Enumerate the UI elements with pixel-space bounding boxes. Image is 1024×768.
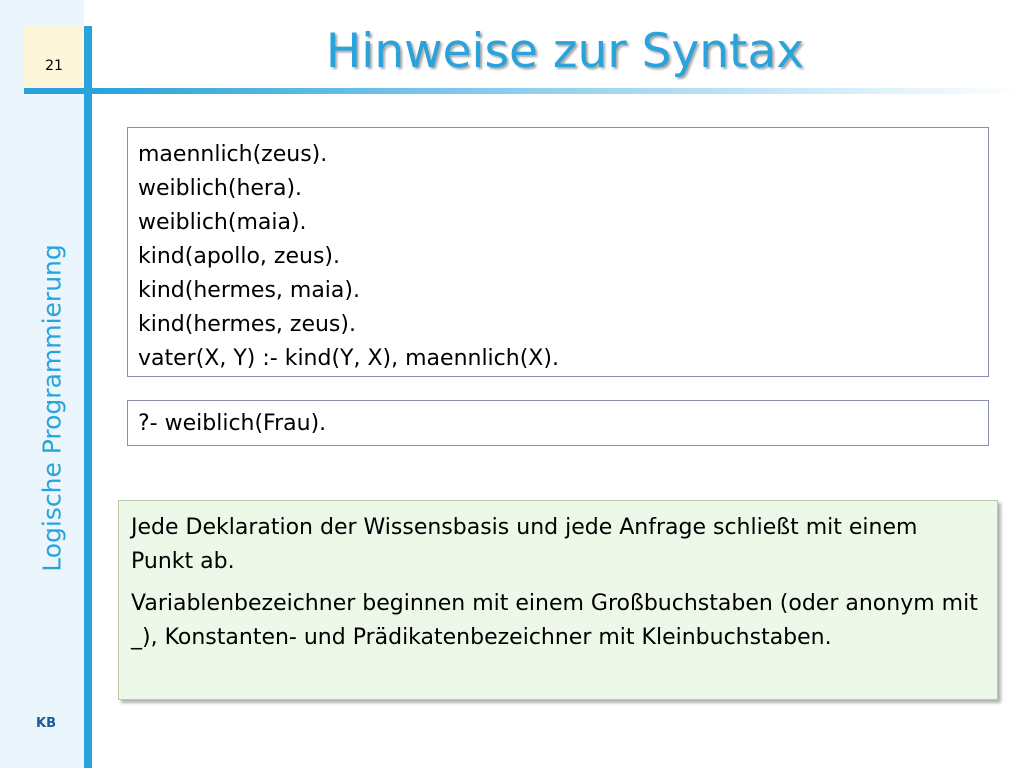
note-paragraph: Jede Deklaration der Wissensbasis und jede Anfrage schließt mit einem Punkt ab. (131, 515, 918, 574)
query-text: ?- weiblich(Frau). (138, 411, 327, 436)
code-line: kind(apollo, zeus). (138, 244, 340, 269)
code-line: weiblich(maia). (138, 210, 307, 235)
code-line: kind(hermes, maia). (138, 278, 360, 303)
code-line: maennlich(zeus). (138, 142, 328, 167)
header-divider (92, 88, 1024, 94)
code-line: weiblich(hera). (138, 176, 303, 201)
code-box (127, 127, 989, 377)
vertical-accent-line (84, 26, 92, 768)
query-box (127, 400, 989, 446)
code-line: kind(hermes, zeus). (138, 312, 356, 337)
slide-title: Hinweise zur Syntax (325, 24, 805, 79)
note-box (118, 500, 998, 700)
page-number: 21 (45, 58, 63, 74)
sidebar-title: Logische Programmierung (37, 244, 67, 572)
code-line: vater(X, Y) :- kind(Y, X), maennlich(X). (138, 346, 559, 371)
footer-label: KB (36, 716, 56, 731)
note-paragraph: Variablenbezeichner beginnen mit einem Großbuchstaben (oder anonym mit _), Konstanten- und Prädikatenbezeichner mit Kleinbuchstaben. (131, 591, 978, 650)
page-box-underline (24, 88, 92, 94)
